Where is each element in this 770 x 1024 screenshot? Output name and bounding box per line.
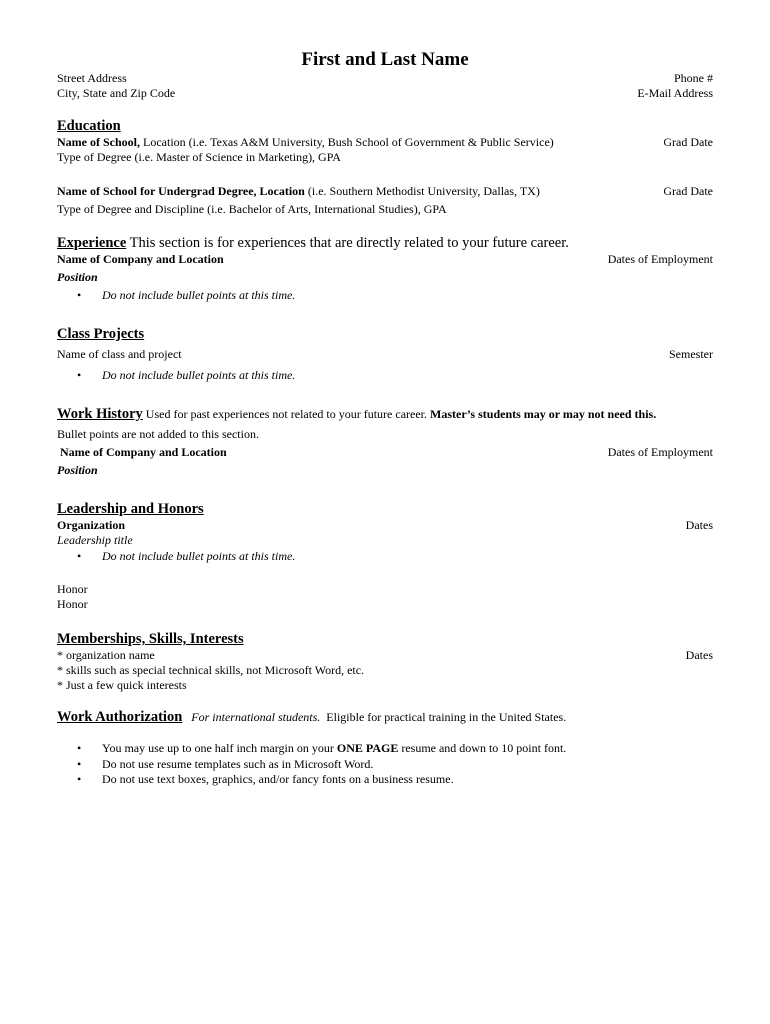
- experience-dates: Dates of Employment: [607, 252, 713, 266]
- bullet-icon: •: [77, 757, 82, 771]
- school1-degree: Type of Degree (i.e. Master of Science in Marketing), GPA: [57, 150, 341, 164]
- school2-name: Name of School for Undergrad Degree, Location: [57, 184, 305, 198]
- school2-date: Grad Date: [663, 184, 713, 198]
- leadership-bullet: Do not include bullet points at this time.: [102, 549, 296, 563]
- membership-item: * Just a few quick interests: [57, 678, 187, 692]
- street-address: Street Address: [57, 71, 127, 85]
- city-state-zip: City, State and Zip Code: [57, 86, 176, 100]
- experience-position: Position: [57, 270, 98, 284]
- school1-line: [57, 136, 554, 148]
- leadership-org: Organization: [57, 518, 125, 532]
- work-history-heading-line: [57, 407, 656, 422]
- experience-heading: Experience: [57, 235, 127, 251]
- authorization-heading: Work Authorization: [57, 709, 183, 725]
- work-history-note: Used for past experiences not related to your future career.: [142, 407, 431, 421]
- email: E-Mail Address: [637, 86, 713, 100]
- authorization-line: [57, 710, 566, 725]
- memberships-dates: Dates: [685, 648, 713, 662]
- tip-1b: ONE PAGE: [336, 741, 399, 755]
- bullet-icon: •: [77, 772, 82, 786]
- authorization-italic: For international students.: [191, 710, 321, 724]
- project-semester: Semester: [669, 347, 713, 361]
- school1-detail: Location (i.e. Texas A&M University, Bush School of Government & Public Service): [140, 135, 554, 149]
- tip-1a: You may use up to one half inch margin on your: [102, 741, 337, 755]
- leadership-dates: Dates: [685, 518, 713, 532]
- school2-line: [57, 185, 540, 197]
- authorization-text: Eligible for practical training in the United States.: [326, 710, 567, 724]
- membership-item: * organization name: [57, 648, 155, 662]
- membership-item: * skills such as special technical skills, not Microsoft Word, etc.: [57, 663, 365, 677]
- work-history-company: Name of Company and Location: [60, 445, 227, 459]
- work-history-dates: Dates of Employment: [607, 445, 713, 459]
- work-history-position: Position: [57, 463, 98, 477]
- resume-name: First and Last Name: [301, 49, 469, 70]
- school2-degree: Type of Degree and Discipline (i.e. Bachelor of Arts, International Studies), GPA: [57, 202, 447, 216]
- school1-name: Name of School,: [57, 135, 140, 149]
- experience-bullet: Do not include bullet points at this time.: [102, 288, 296, 302]
- project-item: Name of class and project: [57, 347, 182, 361]
- tip-bullet-1: [102, 742, 566, 754]
- bullet-icon: •: [77, 741, 82, 755]
- project-bullet: Do not include bullet points at this time.: [102, 368, 296, 382]
- education-heading: Education: [57, 118, 121, 134]
- phone: Phone #: [674, 71, 713, 85]
- leadership-heading: Leadership and Honors: [57, 501, 204, 517]
- honor-item: Honor: [57, 597, 88, 611]
- experience-company: Name of Company and Location: [57, 252, 224, 266]
- school2-detail: (i.e. Southern Methodist University, Dallas, TX): [304, 184, 540, 198]
- experience-heading-line: [57, 236, 569, 251]
- work-history-note-bold: Master’s students may or may not need this.: [430, 407, 657, 421]
- memberships-heading: Memberships, Skills, Interests: [57, 631, 244, 647]
- tip-bullet-3: Do not use text boxes, graphics, and/or fancy fonts on a business resume.: [102, 772, 454, 786]
- leadership-title: Leadership title: [57, 533, 133, 547]
- bullet-icon: •: [77, 368, 82, 382]
- bullet-icon: •: [77, 549, 82, 563]
- projects-heading: Class Projects: [57, 326, 145, 342]
- tip-bullet-2: Do not use resume templates such as in Microsoft Word.: [102, 757, 374, 771]
- work-history-note2: Bullet points are not added to this section.: [57, 427, 259, 441]
- honor-item: Honor: [57, 582, 88, 596]
- experience-note: This section is for experiences that are directly related to your future career.: [126, 235, 569, 251]
- tip-1c: resume and down to 10 point font.: [398, 741, 567, 755]
- bullet-icon: •: [77, 288, 82, 302]
- work-history-heading: Work History: [57, 406, 143, 422]
- school1-date: Grad Date: [663, 135, 713, 149]
